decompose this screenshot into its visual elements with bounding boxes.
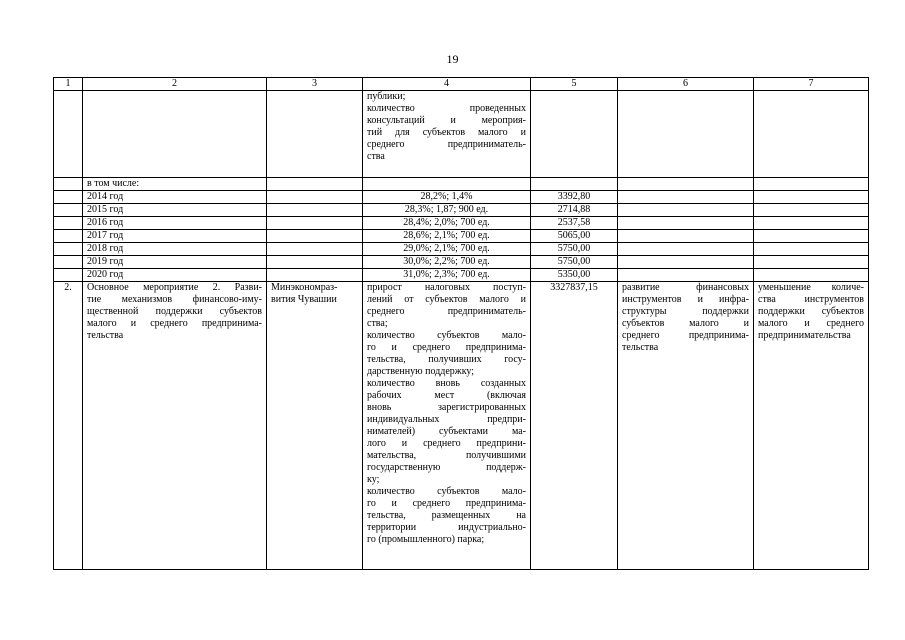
cell-empty — [618, 269, 754, 282]
cell-empty — [267, 91, 363, 178]
text-line: ства — [367, 151, 385, 162]
cell-empty — [267, 191, 363, 204]
text-line: малого и среднего предпринима- — [87, 318, 262, 329]
text-line: тельства — [622, 342, 659, 353]
col-header-2: 2 — [83, 78, 267, 91]
text-line: территории индустриально- — [367, 522, 526, 533]
cell-empty — [54, 178, 83, 191]
continuation-indicators — [363, 91, 531, 178]
subheader-label: в том числе: — [83, 178, 267, 191]
text-line: го (промышленного) парка; — [367, 534, 485, 545]
text-line: инструментов и инфра- — [622, 294, 749, 305]
year-amount: 5750,00 — [531, 243, 618, 256]
cell-empty — [83, 91, 267, 178]
cell-empty — [54, 269, 83, 282]
text-line: ства; — [367, 318, 388, 329]
cell-empty — [618, 217, 754, 230]
year-indicator: 28,6%; 2,1%; 700 ед. — [363, 230, 531, 243]
continuation-row — [54, 91, 869, 178]
cell-empty — [363, 178, 531, 191]
text-line: публики; — [367, 91, 406, 102]
year-indicator: 28,3%; 1,87; 900 ед. — [363, 204, 531, 217]
text-line: развитие финансовых — [622, 282, 749, 293]
text-line: количество вновь созданных — [367, 378, 526, 389]
year-amount: 2714,88 — [531, 204, 618, 217]
header-row — [54, 78, 869, 91]
year-label: 2020 год — [83, 269, 267, 282]
table-row — [54, 217, 869, 230]
year-indicator: 31,0%; 2,3%; 700 ед. — [363, 269, 531, 282]
cell-empty — [267, 204, 363, 217]
table-row — [54, 269, 869, 282]
table-row — [54, 256, 869, 269]
cell-empty — [54, 243, 83, 256]
text-line: количество проведенных — [367, 103, 526, 114]
year-label: 2017 год — [83, 230, 267, 243]
year-amount: 5065,00 — [531, 230, 618, 243]
text-line: прирост налоговых поступ- — [367, 282, 526, 293]
cell-empty — [54, 230, 83, 243]
program-table — [53, 77, 869, 570]
year-label: 2019 год — [83, 256, 267, 269]
text-line: дарственную поддержку; — [367, 366, 475, 377]
text-line: количество субъектов мало- — [367, 486, 526, 497]
cell-empty — [54, 217, 83, 230]
year-indicator: 28,2%; 1,4% — [363, 191, 531, 204]
cell-empty — [618, 91, 754, 178]
cell-empty — [267, 256, 363, 269]
text-line: Минэкономраз- — [271, 282, 338, 293]
text-line: лений от субъектов малого и — [367, 294, 526, 305]
text-line: вития Чувашии — [271, 294, 337, 305]
cell-empty — [267, 269, 363, 282]
text-line: тие механизмов финансово-иму- — [87, 294, 262, 305]
text-line: консультаций и мероприя- — [367, 115, 526, 126]
event-indicators — [363, 282, 531, 570]
year-indicator: 28,4%; 2,0%; 700 ед. — [363, 217, 531, 230]
cell-empty — [531, 178, 618, 191]
page-number: 19 — [446, 52, 459, 66]
year-indicator: 30,0%; 2,2%; 700 ед. — [363, 256, 531, 269]
col-header-7: 7 — [754, 78, 869, 91]
text-line: среднего предприниматель- — [367, 306, 526, 317]
cell-empty — [618, 178, 754, 191]
text-line: мательства, получившими — [367, 450, 526, 461]
col-header-6: 6 — [618, 78, 754, 91]
text-line: го и среднего предпринима- — [367, 498, 526, 509]
text-line: вновь зарегистрированных — [367, 402, 526, 413]
text-line: среднего предпринима- — [622, 330, 749, 341]
text-line: лого и среднего предприни- — [367, 438, 526, 449]
text-line: государственную поддерж- — [367, 462, 526, 473]
cell-empty — [531, 91, 618, 178]
text-line: рабочих мест (включая — [367, 390, 526, 401]
event-2-row — [54, 282, 869, 570]
year-label: 2018 год — [83, 243, 267, 256]
year-amount: 3392,80 — [531, 191, 618, 204]
subheader-row — [54, 178, 869, 191]
cell-empty — [754, 217, 869, 230]
table-row — [54, 191, 869, 204]
cell-empty — [618, 243, 754, 256]
text-line: нимателей) субъектами ма- — [367, 426, 526, 437]
year-amount: 2537,58 — [531, 217, 618, 230]
event-name — [83, 282, 267, 570]
text-line: тельства, размещенных на — [367, 510, 526, 521]
cell-empty — [754, 256, 869, 269]
year-amount: 5350,00 — [531, 269, 618, 282]
text-line: тельства, получивших госу- — [367, 354, 526, 365]
event-risks — [754, 282, 869, 570]
cell-empty — [267, 243, 363, 256]
text-line: Основное мероприятие 2. Разви- — [87, 282, 262, 293]
cell-empty — [618, 256, 754, 269]
text-line: малого и среднего — [758, 318, 864, 329]
col-header-4: 4 — [363, 78, 531, 91]
text-line: тий для субъектов малого и — [367, 127, 526, 138]
cell-empty — [754, 91, 869, 178]
cell-empty — [754, 230, 869, 243]
text-line: структуры поддержки — [622, 306, 749, 317]
cell-empty — [618, 204, 754, 217]
text-line: среднего предприниматель- — [367, 139, 526, 150]
table-row — [54, 204, 869, 217]
col-header-1: 1 — [54, 78, 83, 91]
text-line: ства инструментов — [758, 294, 864, 305]
year-indicator: 29,0%; 2,1%; 700 ед. — [363, 243, 531, 256]
col-header-5: 5 — [531, 78, 618, 91]
year-label: 2015 год — [83, 204, 267, 217]
event-amount: 3327837,15 — [531, 282, 618, 570]
text-line: поддержки субъектов — [758, 306, 864, 317]
text-line: го и среднего предпринима- — [367, 342, 526, 353]
cell-empty — [618, 230, 754, 243]
text-line: уменьшение количе- — [758, 282, 864, 293]
text-line: индивидуальных предпри- — [367, 414, 526, 425]
cell-empty — [54, 191, 83, 204]
cell-empty — [754, 204, 869, 217]
text-line: тельства — [87, 330, 124, 341]
cell-empty — [267, 217, 363, 230]
cell-empty — [267, 178, 363, 191]
cell-empty — [754, 243, 869, 256]
text-line: ку; — [367, 474, 380, 485]
table-row — [54, 243, 869, 256]
col-header-3: 3 — [267, 78, 363, 91]
cell-empty — [754, 269, 869, 282]
year-label: 2016 год — [83, 217, 267, 230]
cell-empty — [54, 91, 83, 178]
cell-empty — [267, 230, 363, 243]
cell-empty — [618, 191, 754, 204]
text-line: щественной поддержки субъектов — [87, 306, 262, 317]
event-result — [618, 282, 754, 570]
table-row — [54, 230, 869, 243]
event-executor — [267, 282, 363, 570]
event-number: 2. — [54, 282, 83, 570]
cell-empty — [54, 256, 83, 269]
text-line: субъектов малого и — [622, 318, 749, 329]
year-label: 2014 год — [83, 191, 267, 204]
cell-empty — [754, 191, 869, 204]
year-amount: 5750,00 — [531, 256, 618, 269]
text-line: предпринимательства — [758, 330, 851, 341]
cell-empty — [54, 204, 83, 217]
text-line: количество субъектов мало- — [367, 330, 526, 341]
cell-empty — [754, 178, 869, 191]
